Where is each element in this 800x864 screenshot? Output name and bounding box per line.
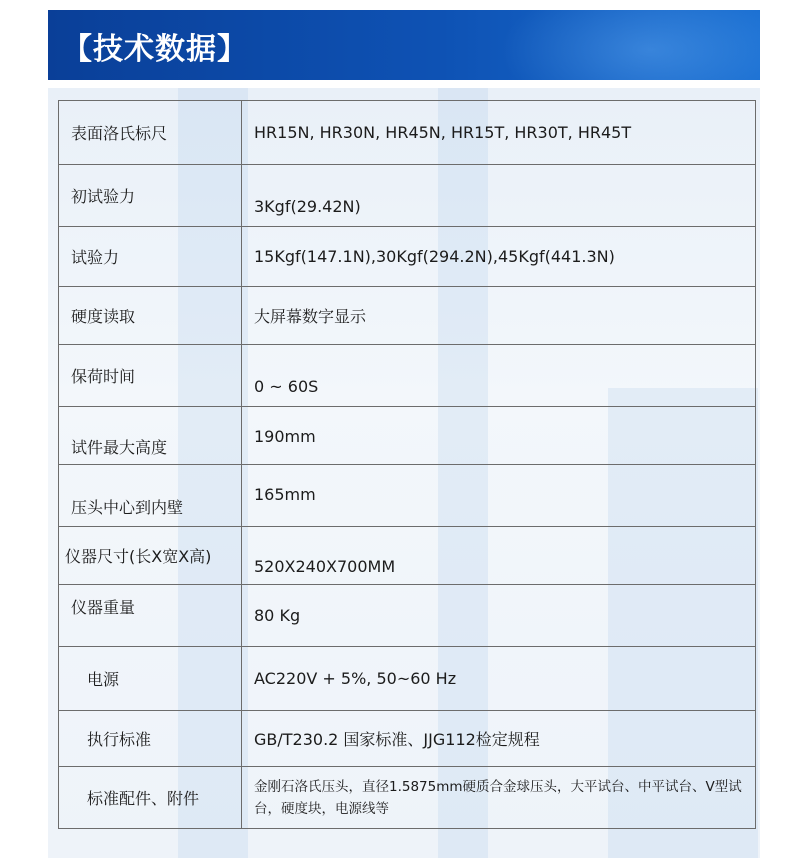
spec-label: 表面洛氏标尺 [59, 101, 242, 165]
table-row [59, 711, 756, 767]
spec-label: 标准配件、附件 [59, 767, 242, 829]
spec-value: 0 ~ 60S [242, 345, 756, 407]
spec-label: 初试验力 [59, 165, 242, 227]
table-row [59, 165, 756, 227]
spec-label: 试验力 [59, 227, 242, 287]
table-row [59, 767, 756, 829]
table-row [59, 287, 756, 345]
spec-value: 520X240X700MM [242, 527, 756, 585]
spec-label: 仪器重量 [59, 585, 242, 647]
spec-label: 试件最大高度 [59, 407, 242, 465]
spec-label: 电源 [59, 647, 242, 711]
spec-label: 执行标准 [59, 711, 242, 767]
spec-label: 硬度读取 [59, 287, 242, 345]
spec-value: GB/T230.2 国家标准、JJG112检定规程 [242, 711, 756, 767]
table-row [59, 465, 756, 527]
table-row [59, 527, 756, 585]
spec-value: HR15N, HR30N, HR45N, HR15T, HR30T, HR45T [242, 101, 756, 165]
table-row [59, 407, 756, 465]
table-row [59, 585, 756, 647]
spec-value: 大屏幕数字显示 [242, 287, 756, 345]
spec-value: 金刚石洛氏压头，直径1.5875mm硬质合金球压头，大平试台、中平试台、V型试台，硬度块，电源线等 [242, 767, 756, 829]
table-row [59, 101, 756, 165]
table-row [59, 227, 756, 287]
spec-label: 保荷时间 [59, 345, 242, 407]
spec-label: 压头中心到内壁 [59, 465, 242, 527]
spec-value: 190mm [242, 407, 756, 465]
table-row [59, 345, 756, 407]
spec-label: 仪器尺寸(长X宽X高) [59, 527, 242, 585]
spec-value: 3Kgf(29.42N) [242, 165, 756, 227]
spec-table [58, 100, 756, 829]
section-title: 【技术数据】 [62, 32, 248, 67]
spec-value: 165mm [242, 465, 756, 527]
spec-sheet [48, 88, 760, 858]
spec-value: 80 Kg [242, 585, 756, 647]
spec-value: AC220V + 5%, 50~60 Hz [242, 647, 756, 711]
spec-value: 15Kgf(147.1N),30Kgf(294.2N),45Kgf(441.3N) [242, 227, 756, 287]
section-header [48, 10, 760, 80]
table-row [59, 647, 756, 711]
